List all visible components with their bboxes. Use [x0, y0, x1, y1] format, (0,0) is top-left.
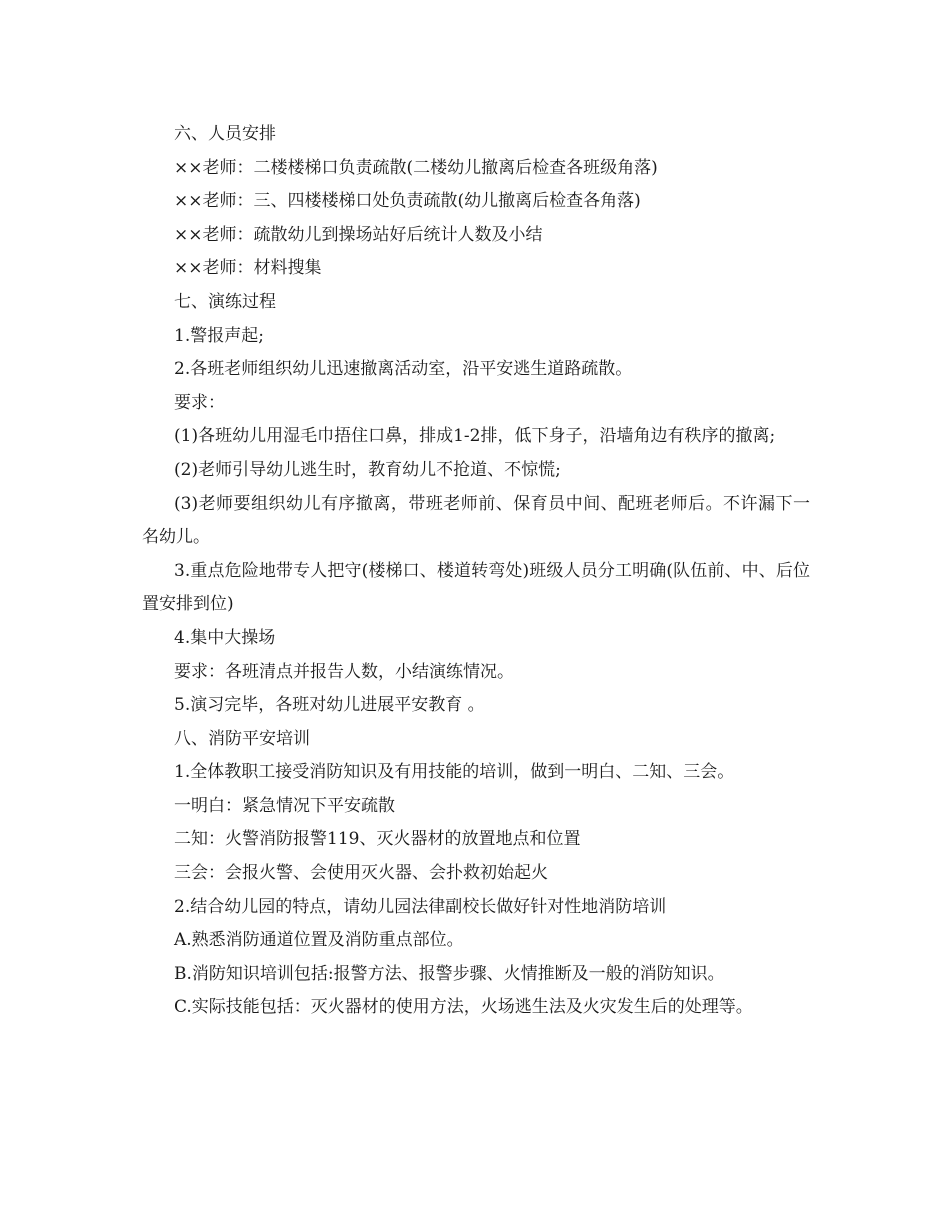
section-heading: 六、人员安排 [174, 124, 276, 144]
paragraph: A.熟悉消防通道位置及消防重点部位。 [174, 930, 464, 951]
paragraph: 三会：会报火警、会使用灭火器、会扑救初始起火 [174, 863, 548, 884]
paragraph: 一明白：紧急情况下平安疏散 [174, 795, 395, 816]
paragraph: 2.结合幼儿园的特点，请幼儿园法律副校长做好针对性地消防培训 [174, 896, 667, 917]
paragraph: 3.重点危险地带专人把守(楼梯口、楼道转弯处)班级人员分工明确(队伍前、中、后位置安排到位) [142, 560, 810, 615]
paragraph: ××老师：二楼楼梯口负责疏散(二楼幼儿撤离后检查各班级角落) [174, 157, 658, 178]
paragraph: (1)各班幼儿用湿毛巾捂住口鼻，排成1-2排，低下身子，沿墙角边有秩序的撤离; [174, 426, 776, 447]
section-heading: 八、消防平安培训 [174, 728, 310, 749]
paragraph: 要求：各班清点并报告人数，小结演练情况。 [174, 661, 514, 682]
section-heading: 七、演练过程 [174, 291, 276, 312]
paragraph: 二知：火警消防报警119、灭火器材的放置地点和位置 [174, 829, 581, 850]
paragraph: 4.集中大操场 [174, 627, 276, 648]
document-body [142, 118, 810, 1025]
paragraph: 2.各班老师组织幼儿迅速撤离活动室，沿平安逃生道路疏散。 [174, 359, 633, 380]
paragraph: 1.警报声起; [174, 325, 264, 346]
paragraph: 要求： [174, 392, 225, 413]
paragraph: (3)老师要组织幼儿有序撤离，带班老师前、保育员中间、配班老师后。不许漏下一名幼儿。 [142, 493, 810, 548]
paragraph: ××老师：三、四楼楼梯口处负责疏散(幼儿撤离后检查各角落) [174, 191, 641, 212]
paragraph: ××老师：疏散幼儿到操场站好后统计人数及小结 [174, 224, 543, 245]
paragraph: C.实际技能包括：灭火器材的使用方法，火场逃生法及火灾发生后的处理等。 [174, 997, 753, 1018]
paragraph: 5.演习完毕，各班对幼儿进展平安教育 。 [174, 695, 485, 716]
paragraph: B.消防知识培训包括:报警方法、报警步骤、火情推断及一般的消防知识。 [174, 963, 725, 984]
paragraph: (2)老师引导幼儿逃生时，教育幼儿不抢道、不惊慌; [174, 459, 561, 480]
paragraph: 1.全体教职工接受消防知识及有用技能的培训，做到一明白、二知、三会。 [174, 762, 735, 783]
paragraph: ××老师：材料搜集 [174, 258, 322, 279]
